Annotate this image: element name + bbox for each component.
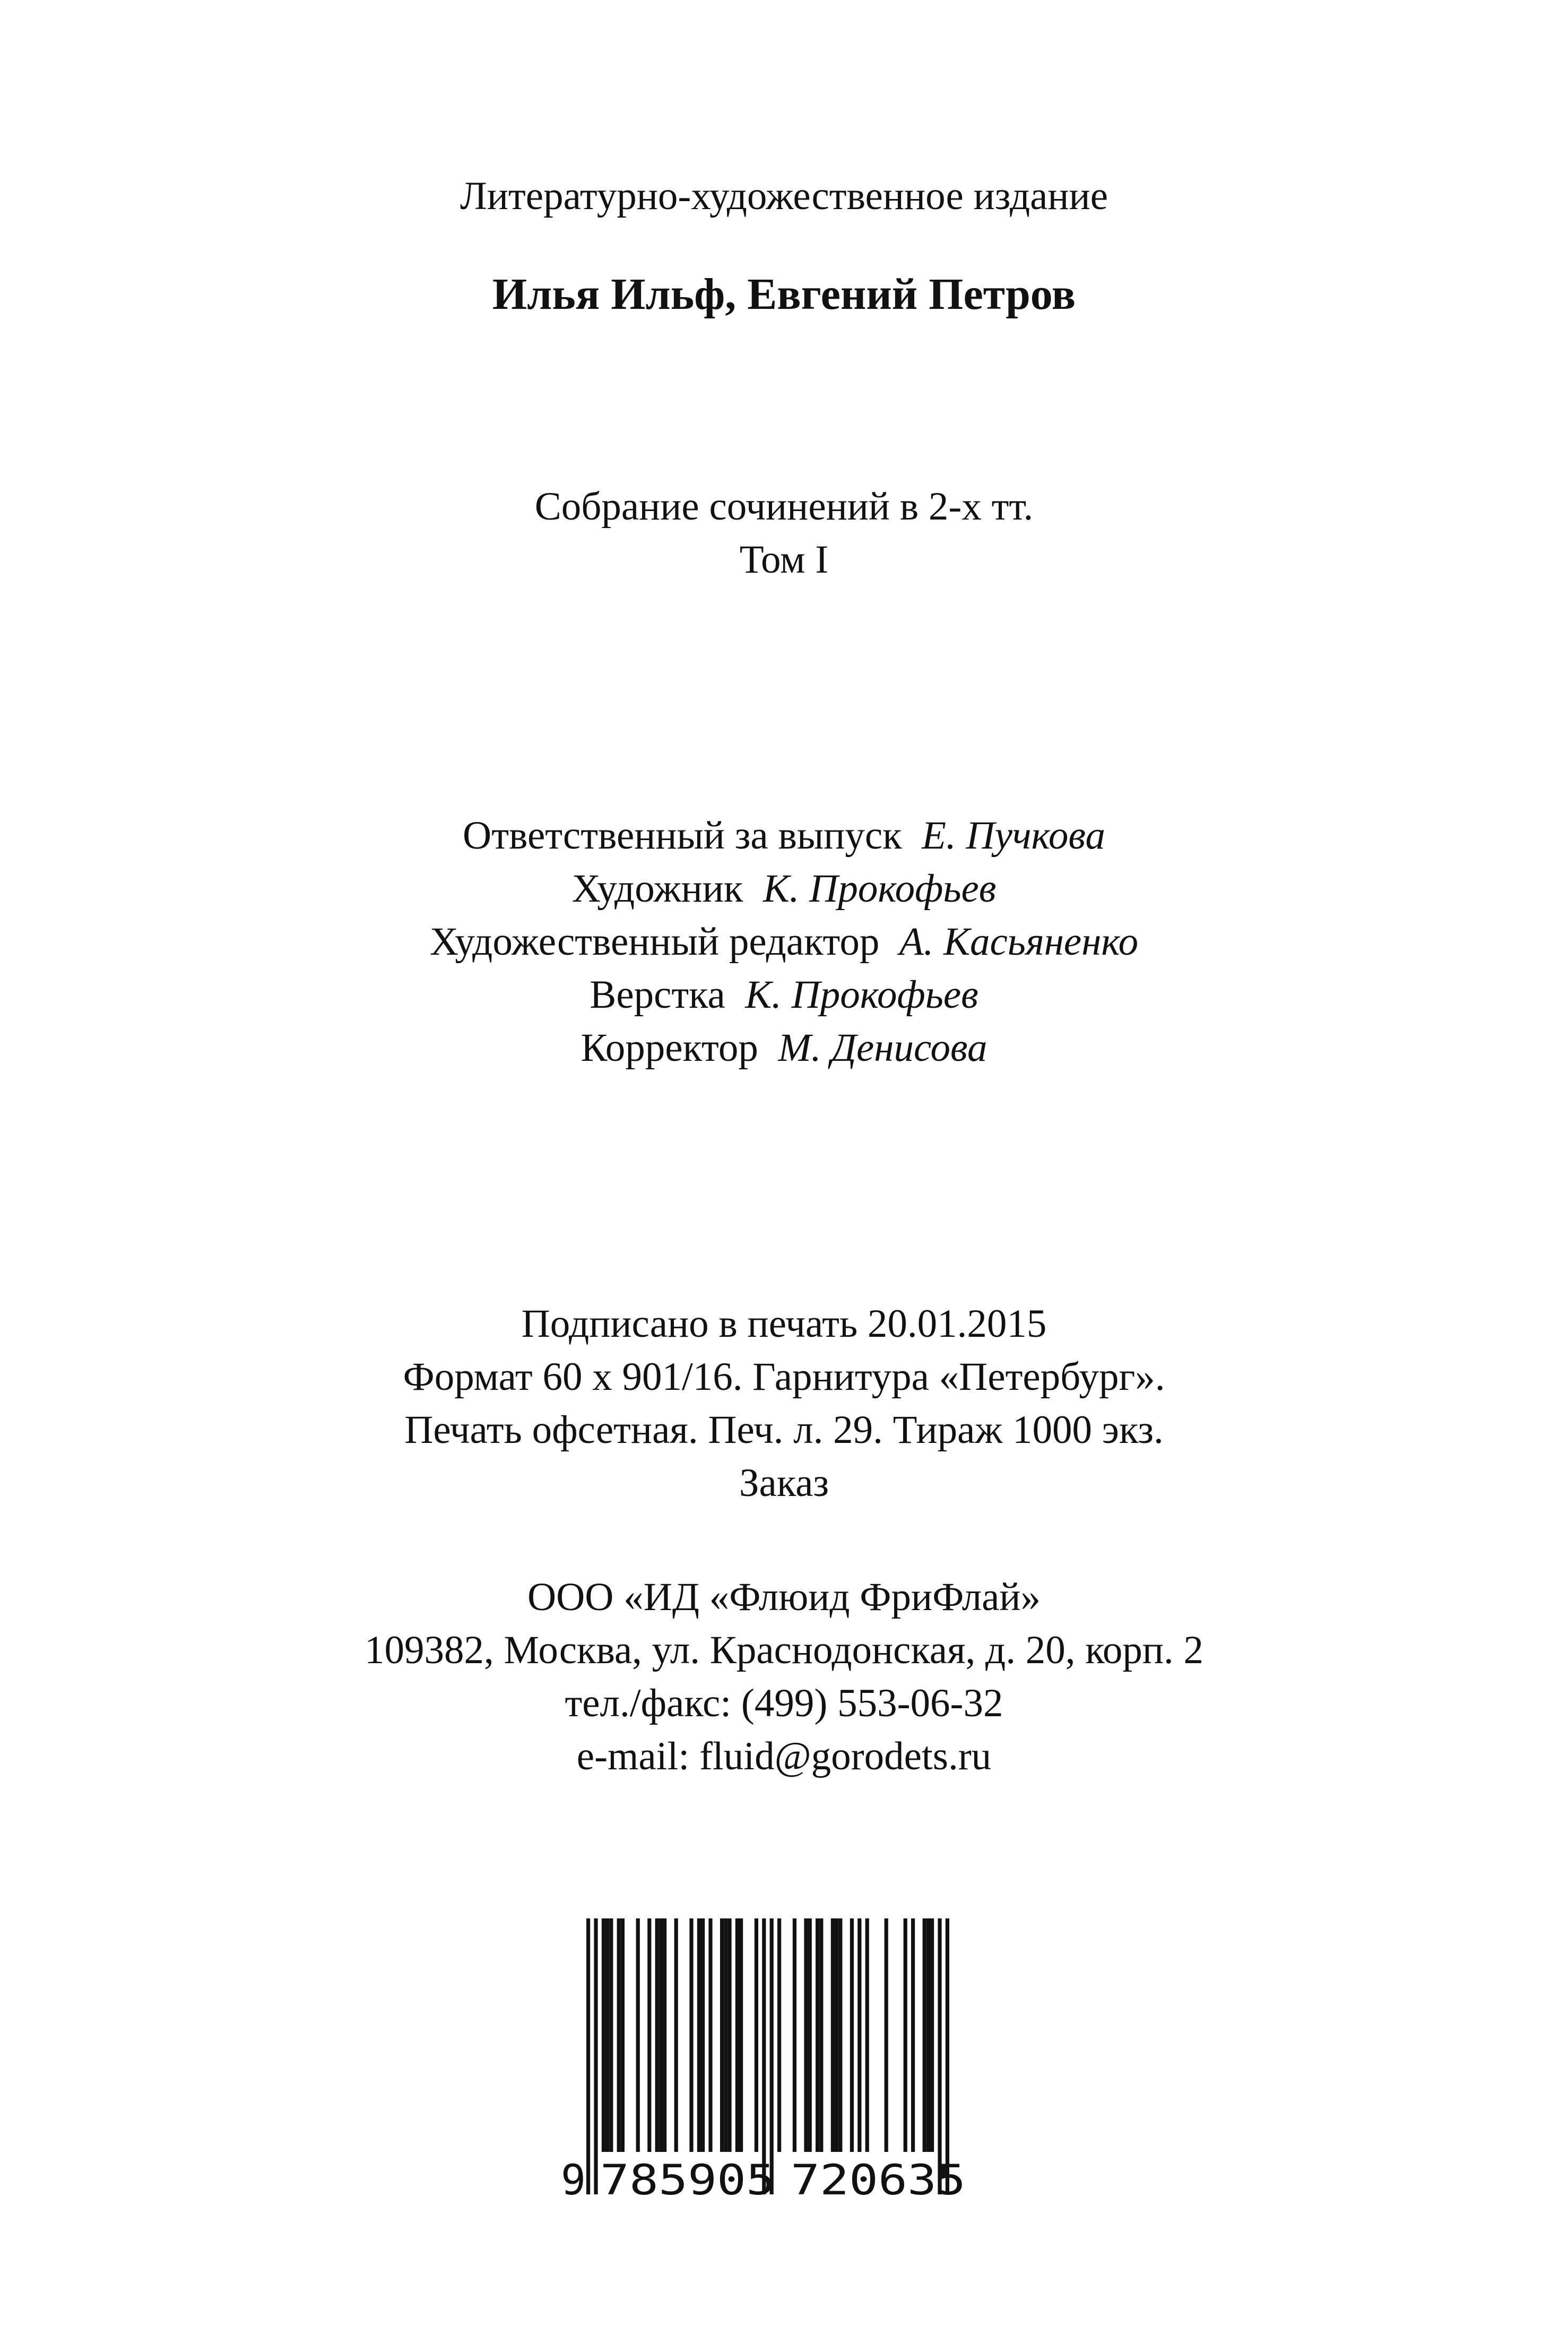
collection-title: Собрание сочинений в 2-х тт. — [534, 485, 1034, 529]
barcode-bar — [835, 1918, 838, 2152]
credit-role: Ответственный за выпуск — [463, 814, 902, 858]
credit-line — [0, 971, 1568, 1019]
print-info-line: Заказ — [739, 1461, 829, 1505]
publisher-email: e-mail: fluid@gorodets.ru — [576, 1734, 992, 1778]
barcode-bar — [720, 1918, 724, 2152]
barcode-bar — [727, 1918, 731, 2152]
print-info-line: Печать офсетная. Печ. л. 29. Тираж 1000 экз. — [404, 1408, 1164, 1452]
print-info-line: Формат 60 x 901/16. Гарнитура «Петербург». — [403, 1355, 1165, 1399]
barcode-bar — [586, 1918, 590, 2194]
barcode-bar — [755, 1918, 758, 2152]
barcode-bar — [904, 1918, 907, 2152]
credit-role: Художник — [571, 867, 743, 911]
publisher-phone: тел./факс: (499) 553-06-32 — [565, 1681, 1003, 1725]
barcode-bar — [850, 1918, 854, 2152]
barcode-bar — [674, 1918, 678, 2152]
barcode-bar — [739, 1918, 743, 2152]
edition-type: Литературно-художественное издание — [460, 174, 1108, 218]
print-info-line: Подписано в печать 20.01.2015 — [521, 1302, 1047, 1346]
barcode-bar — [602, 1918, 605, 2152]
credit-role: Верстка — [590, 973, 725, 1017]
barcode-bar — [621, 1918, 625, 2152]
barcode-bar — [808, 1918, 812, 2152]
barcode-bar — [708, 1918, 712, 2152]
barcode-bar — [819, 1918, 823, 2152]
barcode-bar — [647, 1918, 651, 2152]
credit-role: Художественный редактор — [429, 920, 880, 964]
credit-line — [0, 865, 1568, 913]
barcode-bar — [770, 1918, 774, 2194]
barcode-first-digit: 9 — [561, 2157, 586, 2200]
barcode-bar — [663, 1918, 666, 2152]
barcode-right-digits: 720635 — [791, 2157, 966, 2200]
credit-line — [0, 918, 1568, 966]
barcode-bar — [857, 1918, 861, 2152]
barcode-bar — [930, 1918, 934, 2152]
barcode-bar — [735, 1918, 739, 2152]
barcode-bar — [923, 1918, 926, 2152]
credit-name: М. Денисова — [778, 1026, 987, 1070]
volume-label: Том I — [739, 538, 829, 582]
barcode-bar — [865, 1918, 869, 2152]
barcode-bar — [636, 1918, 640, 2152]
credit-line — [0, 1024, 1568, 1072]
barcode-bar — [831, 1918, 835, 2152]
barcode-bar — [609, 1918, 613, 2152]
barcode-bar — [701, 1918, 705, 2152]
authors-title: Илья Ильф, Евгений Петров — [492, 270, 1076, 319]
barcode-bar — [804, 1918, 808, 2152]
barcode-bar — [777, 1918, 781, 2152]
credit-name: А. Касьяненко — [899, 920, 1139, 964]
barcode-left-digits: 785905 — [600, 2157, 775, 2200]
publisher-address: 109382, Москва, ул. Краснодонская, д. 20, корп. 2 — [365, 1628, 1203, 1672]
isbn-barcode — [555, 1918, 1000, 2200]
barcode-bar — [617, 1918, 621, 2152]
barcode-bar — [946, 1918, 949, 2194]
barcode-bar — [838, 1918, 842, 2152]
barcode-bar — [605, 1918, 609, 2152]
barcode-bars — [586, 1918, 949, 2194]
credit-name: К. Прокофьев — [763, 867, 997, 911]
barcode-bar — [689, 1918, 693, 2152]
barcode-bar — [659, 1918, 663, 2152]
barcode-bar — [911, 1918, 915, 2152]
barcode-bar — [762, 1918, 766, 2194]
barcode-graphic — [555, 1918, 1000, 2200]
credit-line — [0, 812, 1568, 860]
barcode-bar — [793, 1918, 796, 2152]
barcode-bar — [926, 1918, 930, 2152]
barcode-bar — [938, 1918, 941, 2194]
barcode-bar — [816, 1918, 819, 2152]
barcode-bar — [594, 1918, 597, 2194]
barcode-bar — [655, 1918, 659, 2152]
publisher-name: ООО «ИД «Флюид ФриФлай» — [527, 1575, 1041, 1619]
barcode-bar — [697, 1918, 701, 2152]
barcode-bar — [885, 1918, 888, 2152]
barcode-bar — [724, 1918, 727, 2152]
credit-role: Корректор — [581, 1026, 758, 1070]
credit-name: Е. Пучкова — [922, 814, 1105, 858]
credit-name: К. Прокофьев — [745, 973, 978, 1017]
